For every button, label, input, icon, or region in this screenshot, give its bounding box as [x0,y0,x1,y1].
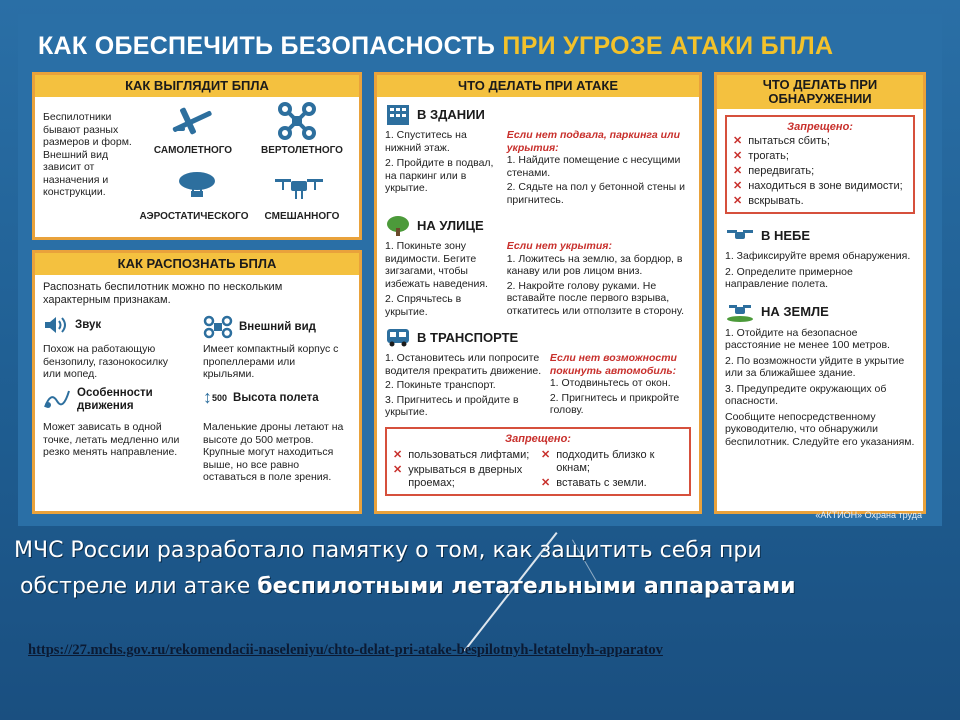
building-icon [385,103,411,125]
detect-card [714,72,926,514]
sound-text: Похож на работающую бензопилу, газонокосилку или мопед. [43,343,169,380]
look-card [32,72,362,240]
caption-line-2-plain: обстреле или атаке [20,574,258,599]
poster-title-main: КАК ОБЕСПЕЧИТЬ БЕЗОПАСНОСТЬ [38,32,503,60]
bus-icon [385,326,411,348]
type-label-aerostat: АЭРОСТАТИЧЕСКОГО [139,211,249,222]
cross-icon: ✕ [733,150,743,162]
sky-list [725,250,915,291]
forbidden-text: пользоваться лифтами; [408,448,530,461]
ground-step-1: 1. Отойдите на безопасное расстояние не менее 100 метров. [725,326,890,351]
sky-heading [725,224,915,246]
forbidden-item [733,195,907,208]
transport-step-2: 2. Покиньте транспорт. [385,379,496,391]
altitude-icon-label: 500 [212,392,228,403]
publisher-logo: «АКТИОН» Охрана труда [815,510,922,520]
forbidden-item [733,180,907,193]
drone-outline-icon [203,315,233,339]
ground-list [725,327,915,449]
look-text: Беспилотники бывают разных размеров и форм. Внешний вид зависит от назначения и конструкции. [43,111,132,198]
sound-icon [43,315,69,335]
poster-title-accent: ПРИ УГРОЗЕ АТАКИ БПЛА [502,32,834,60]
building-step-1: 1. Спуститесь на нижний этаж. [385,129,467,154]
street-step-2: 2. Спрячьтесь в укрытие. [385,293,462,318]
street-step-1: 1. Покиньте зону видимости. Бегите зигзагами, чтобы избежать наведения. [385,240,488,290]
forbidden-text: трогать; [748,150,789,162]
flight-path-icon [43,387,71,413]
sky-step-2: 2. Определите примерное направление полета. [725,265,853,290]
attack-forbidden-box [385,427,691,496]
type-label-heli: ВЕРТОЛЕТНОГО [261,145,343,156]
motion-title: Особенности движения [77,387,153,412]
recognize-intro: Распознать беспилотник можно по нескольким характерным признакам. [43,281,283,306]
sky-drone-icon [725,224,755,246]
transport-alt-2: 2. Пригнитесь и прикройте голову. [549,391,680,416]
building-alt-title: Если нет подвала, паркинга или укрытия: [506,129,680,154]
height-title: Высота полета [233,391,319,404]
cross-icon: ✕ [733,195,743,207]
detect-forbidden-box [725,115,915,214]
cross-icon: ✕ [733,135,743,147]
building-alt-2: 2. Сядьте на пол у бетонной стены и пригнитесь. [506,181,685,206]
forbidden-text: вскрывать. [748,195,804,207]
ground-heading [725,301,915,323]
street-alt-2: 2. Накройте голову руками. Не вставайте после первого взрыва, откатитесь или отползите в сторону. [506,279,685,317]
forbidden-text: передвигать; [748,165,815,177]
detect-forbidden-title: Запрещено: [787,121,853,133]
airplane-drone-icon [167,103,217,139]
type-label-mixed: СМЕШАННОГО [264,211,340,222]
height-heading [203,387,319,408]
building-title: В ЗДАНИИ [417,106,485,122]
type-label-plane: САМОЛЕТНОГО [153,145,233,156]
building-right [507,129,691,206]
street-alt-1: 1. Ложитесь на землю, за бордюр, в канаву или ров лицом вниз. [506,252,683,277]
cross-icon: ✕ [541,476,551,489]
transport-left [385,352,542,419]
sky-step-1: 1. Зафиксируйте время обнаружения. [725,250,911,262]
street-left [385,240,499,318]
forbidden-item [541,477,681,490]
poster-title [38,32,833,61]
motion-text: Может зависать в одной точке, летать медленно или резко менять направление. [43,421,180,458]
caption-line-2 [20,574,960,599]
attack-forbidden-title: Запрещено: [505,432,571,445]
attack-card [374,72,702,514]
appearance-heading [203,315,316,339]
transport-right [550,352,691,419]
ground-title: НА ЗЕМЛЕ [761,304,829,319]
forbidden-text: подходить близко к окнам; [556,448,655,474]
ground-step-4: Сообщите непосредственному руководителю, что обнаружили беспилотник. Следуйте его указаниям. [725,410,915,448]
infographic-poster [18,14,942,526]
transport-title: В ТРАНСПОРТЕ [417,329,519,345]
transport-alt-title: Если нет возможности покинуть автомобиль: [549,352,677,377]
source-link[interactable]: https://27.mchs.gov.ru/rekomendacii-naseleniyu/chto-delat-pri-atake-bespilotnyh-letatelnyh-apparatov [28,642,663,658]
sound-title: Звук [75,319,102,331]
building-step-2: 2. Пройдите в подвал, на паркинг или в укрытие. [385,157,494,194]
hybrid-drone-icon [273,171,325,205]
street-alt-title: Если нет укрытия: [506,240,612,252]
height-text: Маленькие дроны летают на высоте до 500 метров. Крупные могут находиться выше, но все равно оставаться в поле зрения. [203,421,344,483]
forbidden-item [541,449,681,475]
forbidden-item [393,464,533,490]
look-heading: КАК ВЫГЛЯДИТ БПЛА [35,75,359,97]
forbidden-item [733,135,907,148]
sound-heading [43,315,101,335]
cross-icon: ✕ [393,448,403,461]
building-alt-1: 1. Найдите помещение с несущими стенами. [506,154,681,179]
forbidden-text: вставать с земли. [556,476,647,489]
street-right [507,240,691,318]
transport-step-1: 1. Остановитесь или попросите водителя прекратить движение. [385,352,542,377]
forbidden-text: укрываться в дверных проемах; [408,463,523,489]
appearance-title: Внешний вид [239,321,316,333]
cross-icon: ✕ [541,448,551,461]
balloon-drone-icon [175,169,219,205]
transport-alt-1: 1. Отодвиньтесь от окон. [549,377,671,389]
quadcopter-icon [277,101,317,141]
forbidden-text: находиться в зоне видимости; [748,180,903,192]
transport-heading [385,326,691,348]
transport-step-3: 3. Пригнитесь и пройдите в укрытие. [385,393,519,418]
detect-heading: ЧТО ДЕЛАТЬ ПРИ ОБНАРУЖЕНИИ [717,75,923,109]
attack-heading: ЧТО ДЕЛАТЬ ПРИ АТАКЕ [377,75,699,97]
motion-heading [43,387,167,413]
forbidden-item [393,449,533,462]
recognize-heading: КАК РАСПОЗНАТЬ БПЛА [35,253,359,275]
forbidden-text: пытаться сбить; [748,135,830,147]
building-heading [385,103,691,125]
cross-icon: ✕ [733,165,743,177]
caption-line-2-bold: беспилотными летательными аппаратами [257,574,796,599]
forbidden-item [733,150,907,163]
recognize-card [32,250,362,514]
caption-line-1: МЧС России разработало памятку о том, как защитить себя при [14,538,762,563]
ground-step-2: 2. По возможности уйдите в укрытие или за ближайшее здание. [725,354,905,379]
cross-icon: ✕ [393,463,403,476]
forbidden-item [733,165,907,178]
cross-icon: ✕ [733,180,743,192]
sky-title: В НЕБЕ [761,227,811,243]
altitude-icon: ↕ 500 [203,387,228,407]
tree-icon [385,214,411,236]
street-title: НА УЛИЦЕ [417,217,484,233]
street-heading [385,214,691,236]
ground-step-3: 3. Предупредите окружающих об опасности. [725,382,887,407]
ground-drone-icon [725,301,755,323]
appearance-text: Имеет компактный корпус с пропеллерами или крыльями. [203,343,339,380]
building-left [385,129,499,206]
